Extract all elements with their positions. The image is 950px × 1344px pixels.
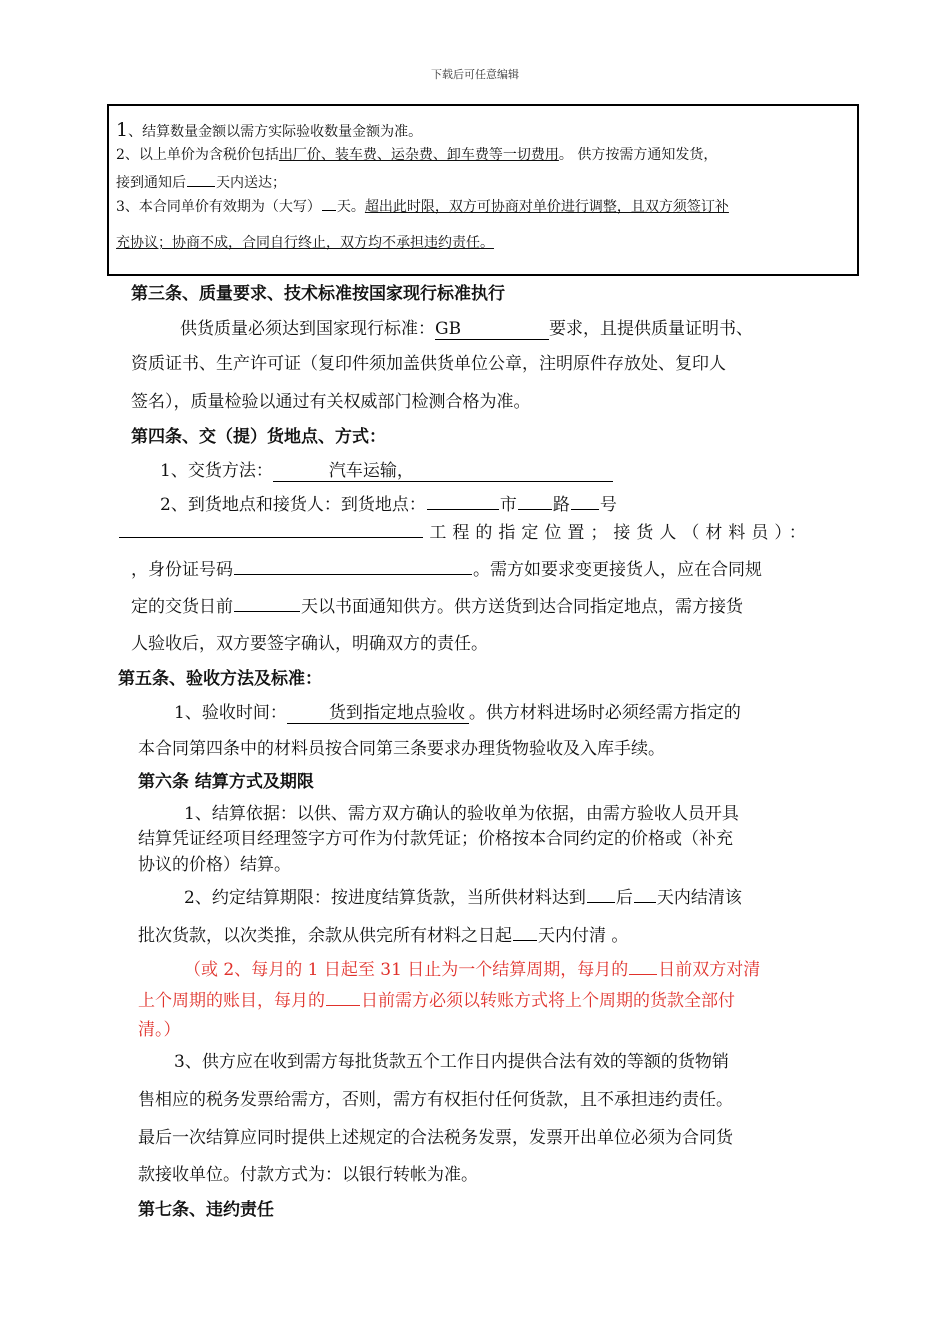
article-6-line-9: 款接收单位。付款方式为：以银行转帐为准。 (138, 1165, 478, 1185)
article-4-line-5: 定的交货日前 天以书面通知供方。供方送货到达合同指定地点，需方接货 (131, 597, 743, 617)
article-4-line-4: ，身份证号码 。需方如要求变更接货人，应在合同规 (131, 560, 762, 580)
article-6-red-line-2: 上个周期的账目，每月的 日前需方必须以转账方式将上个周期的货款全部付 (138, 991, 735, 1011)
article-3-title: 第三条、质量要求、技术标准按国家现行标准执行 (131, 284, 505, 304)
article-5-title: 第五条、验收方法及标准： (118, 669, 322, 689)
article-4-item-2-cont: 工程的指定位置；接货人（材料员）： (118, 521, 812, 545)
article-4-title: 第四条、交（提）货地点、方式： (131, 427, 386, 447)
box-line-1: 1、结算数量金额以需方实际验收数量金额为准。 (116, 119, 423, 141)
article-5-line-1: 1、验收时间： 货到指定地点验收 。供方材料进场时必须经需方指定的 (174, 703, 741, 723)
article-6-red-line-3: 清。） (138, 1020, 181, 1040)
article-3-line-1: 供货质量必须达到国家现行标准：GB 要求，且提供质量证明书、 (180, 319, 753, 339)
article-4-item-1: 1、交货方法： 汽车运输， (160, 459, 613, 483)
box-line-4: 3、本合同单价有效期为（大写） 天。超出此时限，双方可协商对单价进行调整，且双方须签订补 (116, 194, 729, 217)
page-header: 下载后可任意编辑 (431, 68, 519, 81)
article-4-line-6: 人验收后，双方要签字确认，明确双方的责任。 (131, 634, 488, 654)
article-6-line-6: 3、供方应在收到需方每批货款五个工作日内提供合法有效的等额的货物销 (174, 1052, 729, 1072)
article-4-item-2: 2、到货地点和接货人：到货地点： 市 路 号 (160, 495, 617, 515)
box-line-5: 充协议；协商不成，合同自行终止，双方均不承担违约责任。 (116, 235, 494, 251)
article-6-line-3: 协议的价格）结算。 (138, 855, 291, 875)
article-5-line-2: 本合同第四条中的材料员按合同第三条要求办理货物验收及入库手续。 (138, 739, 665, 759)
article-7-title: 第七条、违约责任 (138, 1200, 274, 1220)
article-6-line-7: 售相应的税务发票给需方，否则，需方有权拒付任何货款，且不承担违约责任。 (138, 1090, 733, 1110)
article-3-line-2: 资质证书、生产许可证（复印件须加盖供货单位公章，注明原件存放处、复印人 (131, 354, 726, 374)
article-6-line-5: 批次货款，以次类推，余款从供完所有材料之日起 天内付清 。 (138, 926, 629, 946)
article-6-line-1: 1、结算依据：以供、需方双方确认的验收单为依据，由需方验收人员开具 (184, 804, 739, 824)
box-line-2: 2、以上单价为含税价包括出厂价、装车费、运杂费、卸车费等一切费用。 供方按需方通知发货， (116, 147, 718, 163)
article-6-line-2: 结算凭证经项目经理签字方可作为付款凭证；价格按本合同约定的价格或（补充 (138, 829, 733, 849)
box-line-3: 接到通知后 天内送达； (116, 170, 286, 193)
article-3-line-3: 签名），质量检验以通过有关权威部门检测合格为准。 (131, 392, 531, 412)
article-6-title: 第六条 结算方式及期限 (138, 772, 314, 792)
article-6-red-line-1: （或 2、每月的 1 日起至 31 日止为一个结算周期，每月的 日前双方对清 (184, 960, 761, 980)
article-6-line-4: 2、约定结算期限：按进度结算货款，当所供材料达到 后 天内结清该 (184, 888, 742, 908)
article-6-line-8: 最后一次结算应同时提供上述规定的合法税务发票，发票开出单位必须为合同货 (138, 1128, 733, 1148)
